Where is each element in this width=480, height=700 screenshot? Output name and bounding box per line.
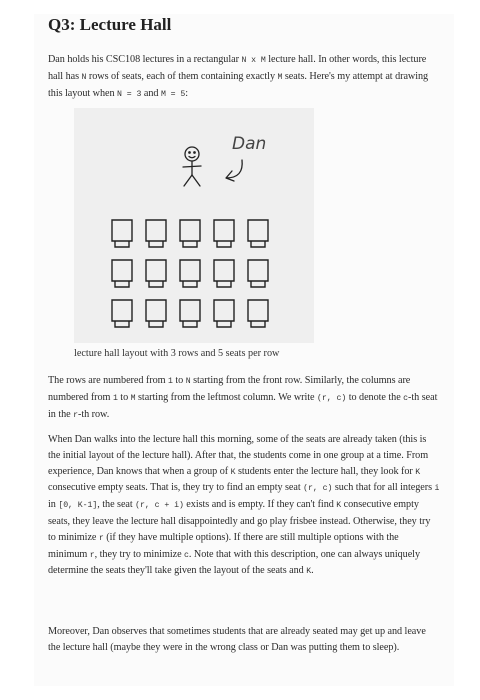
seat: [214, 260, 234, 287]
intro-paragraph: Dan holds his CSC108 lectures in a rectangular N x M lecture hall. In other words, this lecture hall has N rows of seats, each of them containing exactly M seats. Here's my attempt at drawing this layout when N = 3 and M = 5:: [48, 54, 429, 99]
seat: [146, 220, 166, 247]
lecture-hall-figure: [74, 108, 314, 343]
dan-label: Dan: [232, 134, 267, 154]
page-title: Q3: Lecture Hall: [48, 15, 172, 34]
seat: [146, 260, 166, 287]
seat: [112, 220, 132, 247]
seat: [214, 300, 234, 327]
figure-caption: lecture hall layout with 3 rows and 5 seats per row: [74, 348, 280, 359]
seat: [248, 220, 268, 247]
arrow-icon: [226, 160, 242, 181]
document-page: [34, 14, 454, 686]
seat: [146, 300, 166, 327]
lecture-hall-drawing: [74, 108, 314, 343]
seat-grid: [112, 220, 268, 327]
seat: [180, 220, 200, 247]
dan-stick-figure: [183, 147, 201, 186]
seat: [180, 300, 200, 327]
seat: [180, 260, 200, 287]
leaving-paragraph: Moreover, Dan observes that sometimes students that are already seated may get up and leave the lecture hall (maybe they were in the wrong class or Dan was putting them to sleep).: [48, 626, 426, 653]
rules-paragraph: When Dan walks into the lecture hall this morning, some of the seats are already taken (this is the initial layout of the lecture hall). After that, the students come in one group at a time. From experience, Dan knows that when a group of K students enter the lecture hall, they look for K consecutive empty seats. That is, they try to find an empty seat (r, c) such that for all integers i in [0, K-1], the seat (r, c + i) exists and is empty. If they can't find K consecutive empty seats, they leave the lecture hall disappointedly and go play frisbee instead. Otherwise, they try to minimize r (if they have multiple options). If there are still multiple options with the minimum r, they try to minimize c. Note that with this description, one can always uniquely determine the seats they'll take given the layout of the seats and K.: [48, 434, 440, 577]
seat: [112, 300, 132, 327]
seat: [248, 260, 268, 287]
numbering-paragraph: The rows are numbered from 1 to N starting from the front row. Similarly, the columns are numbered from 1 to M starting from the leftmost column. We write (r, c) to denote the c-th seat in the r-th row.: [48, 375, 438, 420]
seat: [248, 300, 268, 327]
seat: [112, 260, 132, 287]
seat: [214, 220, 234, 247]
